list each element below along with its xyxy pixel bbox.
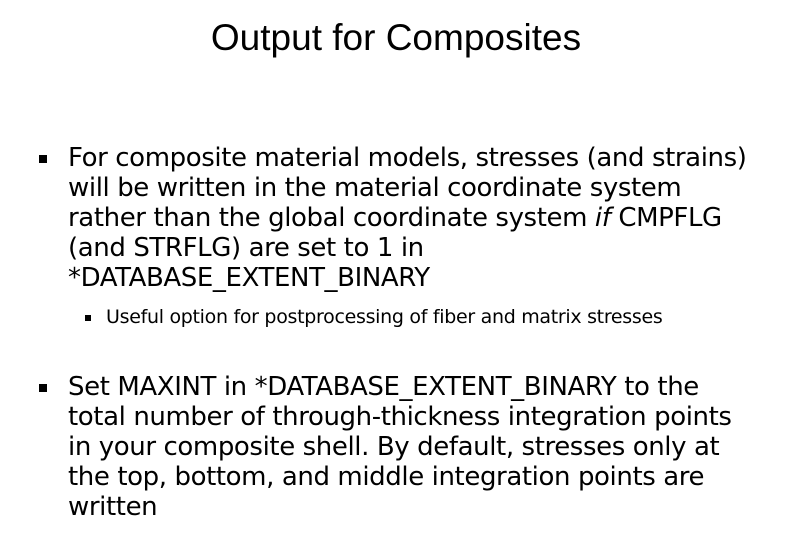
bullet-1-line-3 — [68, 203, 783, 233]
slide-title: Output for Composites — [210, 17, 582, 58]
sub-bullet-marker — [85, 315, 91, 321]
bullet-marker-1 — [39, 155, 47, 163]
bullet-1-line-3-text: rather than the global coordinate system — [68, 203, 595, 233]
bullet-1-line-3-tail: CMPFLG — [610, 203, 722, 233]
bullet-marker-2 — [39, 384, 47, 392]
bullet-1-line-4: (and STRFLG) are set to 1 in — [68, 233, 424, 263]
bullet-2-line-2: total number of through-thickness integration points — [68, 402, 732, 432]
bullet-2-line-5: written — [68, 492, 158, 522]
bullet-1-line-2: will be written in the material coordinate system — [68, 173, 682, 203]
bullet-2-line-3: in your composite shell. By default, stresses only at — [68, 432, 720, 462]
bullet-1-line-5: *DATABASE_EXTENT_BINARY — [68, 263, 430, 293]
bullet-2-line-4: the top, bottom, and middle integration points are — [68, 462, 705, 492]
bullet-2-line-1: Set MAXINT in *DATABASE_EXTENT_BINARY to the — [68, 372, 699, 402]
bullet-1-italic-if: if — [594, 203, 611, 233]
sub-bullet-1: Useful option for postprocessing of fiber and matrix stresses — [106, 306, 663, 328]
bullet-1 — [68, 143, 783, 293]
bullet-1-line-1: For composite material models, stresses (and strains) — [68, 143, 747, 173]
bullet-2 — [68, 372, 783, 522]
